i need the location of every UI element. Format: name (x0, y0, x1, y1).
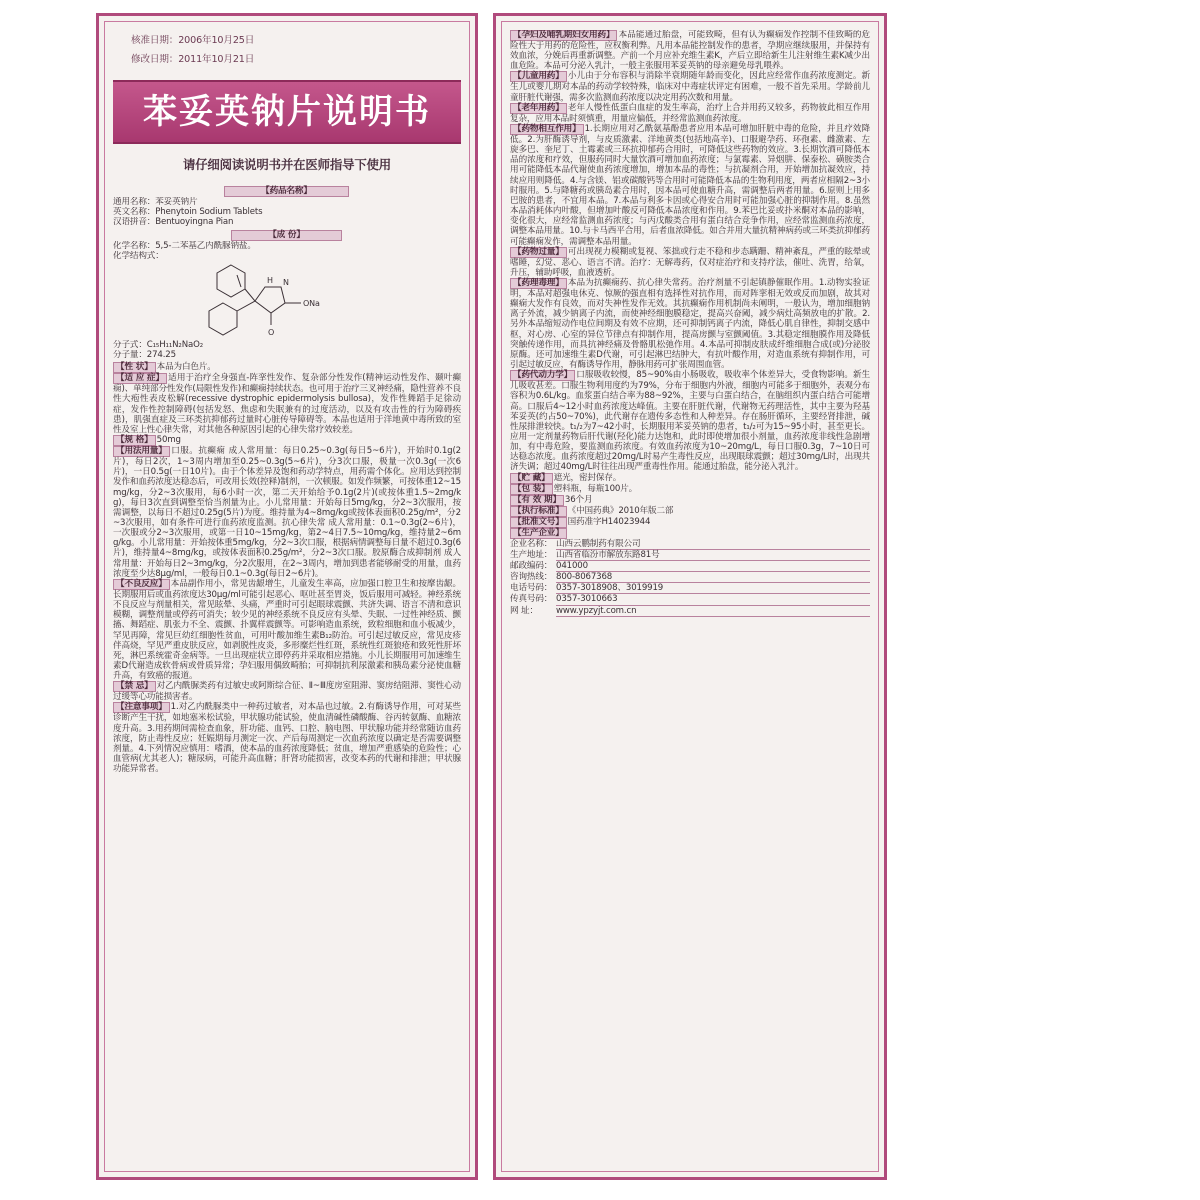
row-key: 邮政编码： (510, 560, 553, 571)
section-label: 【贮 藏】 (510, 473, 553, 484)
section-text: 50mg (156, 435, 181, 446)
row-key: 传真号码： (510, 594, 553, 605)
row-value: 山西云鹏制药有限公司 (556, 539, 870, 550)
section-text: 本品为抗癫痫药、抗心律失常药。治疗剂量不引起镇静催眠作用。1.动物实验证明，本品对超强电休克、惊厥的强直相有选择性对抗作用，而对阵挛相无效或反而加剧，故其对癫痫大发作有良效，而对失神性发作无效。其抗癫痫作用机制尚未阐明，一般认为，增加细胞钠离子外流，减少钠离子内流，而使神经细胞膜稳定，提高兴奋阈，减少病灶高频放电的扩散。2.另外本品缩短动作电位间期及有效不应期，还可抑制钙离子内流，降低心肌自律性，抑制交感中枢，对心房、心室的异位节律点有抑制作用，提高房颤与室颤阈值。3.其稳定细胞膜作用及降低突触传递作用，而具抗神经痛及骨骼肌松弛作用。4.本品可抑制皮肤成纤维细胞合成(或)分泌胶原酶。还可加速维生素D代谢，可引起淋巴结肿大，有抗叶酸作用，对造血系统有抑制作用，可引起过敏反应，有酶诱导作用，静脉用药可扩张周围血管。 (510, 277, 870, 371)
document-subtitle: 请仔细阅读说明书并在医师指导下使用 (182, 157, 392, 172)
row-key: 网 址： (510, 605, 538, 616)
manufacturer-row (510, 561, 870, 572)
section-appearance (113, 362, 461, 373)
section-text: 1.对乙内酰脲类中一种药过敏者，对本品也过敏。2.有酶诱导作用，可对某些诊断产生干扰，如地塞米松试验，甲状腺功能试验，使血清碱性磷酸酶、谷丙转氨酶、血糖浓度升高。3.用药期间需检查血象，肝功能、血钙、口腔、脑电图、甲状腺功能并经常随访血药浓度，防止毒性反应；妊娠期每月测定一次、产后每周测定一次血药浓度以确定是否需要调整剂量。4.下列情况应慎用：嗜酒，使本品的血药浓度降低；贫血，增加严重感染的危险性；心血管病(尤其老人)；糖尿病，可能升高血糖；肝肾功能损害，改变本药的代谢和排泄；甲状腺功能异常者。 (113, 702, 461, 775)
section-pharmacology (510, 278, 870, 370)
section-label: 【孕妇及哺乳期妇女用药】 (510, 30, 617, 41)
section-children (510, 71, 870, 102)
phenyl-ring-top (217, 265, 245, 297)
molecular-formula: 分子式：C₁₅H₁₁N₂NaO₂ (113, 339, 203, 350)
section-label: 【批准文号】 (510, 517, 567, 528)
struct-nh: H (267, 275, 273, 285)
chemical-structure (113, 263, 461, 338)
row-value: 800-8067368 (556, 572, 870, 583)
section-text: 本品为白色片。 (156, 362, 216, 373)
section-label: 【药代动力学】 (510, 370, 575, 381)
revision-date: 修改日期：2011年10月21日 (131, 54, 255, 65)
section-label: 【执行标准】 (510, 506, 567, 517)
section-label: 【禁 忌】 (113, 681, 156, 692)
section-label: 【生产企业】 (510, 528, 567, 539)
section-approval-number (510, 517, 870, 528)
manufacturer-row (510, 539, 870, 550)
section-label: 【药物相互作用】 (510, 124, 584, 135)
section-ingredients (113, 230, 461, 361)
row-key: 生产地址： (510, 549, 553, 560)
section-dosage (113, 446, 461, 579)
section-manufacturer (510, 528, 870, 617)
approval-date: 核准日期：2006年10月25日 (131, 35, 255, 46)
row-value: 041000 (556, 561, 870, 572)
row-key: 咨询热线： (510, 572, 553, 583)
section-text: 对乙内酰脲类药有过敏史或阿斯综合征、Ⅱ~Ⅲ度房室阻滞、窦房结阻滞、窦性心动过缓等心功能损害者。 (113, 681, 461, 703)
right-content (510, 30, 870, 1167)
section-storage (510, 473, 870, 484)
section-drug-name (113, 186, 461, 227)
section-label: 【药物过量】 (510, 247, 567, 258)
section-package (510, 484, 870, 495)
section-label: 【儿童用药】 (510, 71, 567, 82)
manufacturer-row (510, 583, 870, 594)
imidazole-ring (255, 287, 285, 313)
right-leaflet-panel (493, 13, 887, 1180)
struct-o: O (268, 327, 275, 337)
section-label: 【药理毒理】 (510, 278, 567, 289)
section-overdose (510, 247, 870, 278)
section-elderly (510, 103, 870, 124)
section-text: 小儿由于分布容积与消除半衰期随年龄而变化，因此应经常作血药浓度测定。新生儿或婴儿期对本品的药动学较特殊，临床对中毒症状评定有困难，一般不首先采用。学龄前儿童肝脏代谢强，需多次监测血药浓度以决定用药次数和用量。 (510, 71, 870, 103)
section-validity (510, 495, 870, 506)
document-title: 苯妥英钠片说明书 (143, 91, 431, 132)
section-text: 《中国药典》2010年版二部 (567, 505, 674, 516)
row-value: 0357-3010663 (556, 594, 870, 605)
struct-ona: ONa (303, 298, 320, 308)
section-label: 【包 装】 (510, 484, 553, 495)
section-text: 适用于治疗全身强直-阵挛性发作、复杂部分性发作(精神运动性发作、颞叶癫痫)、单纯部分性发作(局限性发作)和癫痫持续状态。也可用于治疗三叉神经痛，隐性营养不良性大疱性表皮松解(recessive dystrophic epidermolysis bullosa)，发作性舞蹈手足徐动症，发作性控制障碍(包括发怒、焦虑和失眠兼有的过度活动，以及有攻击性的行为障碍疾患)，肌强直症及三环类抗抑郁药过量时心脏传导障碍等。本品也适用于洋地黄中毒所致的室性及室上性心律失常，对其他各种原因引起的心律失常疗效较差。 (113, 373, 461, 435)
section-label: 【性 状】 (113, 362, 156, 373)
structure-caption: 化学结构式： (113, 250, 164, 261)
english-name: 英文名称：Phenytoin Sodium Tablets (113, 207, 263, 218)
structure-diagram (193, 263, 353, 338)
row-value: 山西省临汾市解放东路81号 (556, 550, 870, 561)
section-label: 【老年用药】 (510, 103, 567, 114)
molecular-weight: 分子量：274.25 (113, 350, 176, 361)
section-label: 【注意事项】 (113, 702, 170, 713)
manufacturer-row (510, 572, 870, 583)
row-value: 0357-3018908、3019919 (556, 583, 870, 594)
section-text: 遮光，密封保存。 (553, 472, 622, 483)
left-content (113, 30, 461, 1167)
left-leaflet-panel (96, 13, 478, 1180)
section-label: 【有 效 期】 (510, 495, 564, 506)
section-pharmacokinetics (510, 370, 870, 472)
section-spec (113, 435, 461, 446)
title-banner (113, 80, 461, 144)
section-label: 【规 格】 (113, 435, 156, 446)
row-key: 企业名称： (510, 538, 553, 549)
section-text: 国药准字H14023944 (567, 516, 651, 527)
manufacturer-row (510, 606, 870, 617)
section-pregnancy (510, 30, 870, 71)
section-label: 【用法用量】 (113, 446, 170, 457)
section-text: 口服。抗癫痫 成人常用量：每日0.25~0.3g(每日5~6片)，开始时0.1g(2片)，每日2次，1~3周内增加至0.25~0.3g(5~6片)，分3次口服，极量一次0.3g(一次6片)，一日0.5g(一日10片)。由于个体差异及饱和药动学特点，用药需个体化。应用达到控制发作和血药浓度达稳态后，可改用长效(控释)制剂，一次顿服。如发作频繁，可按体重12~15mg/kg，分2~3次服用，每6小时一次，第二天开始给予0.1g(2片)(或按体重1.5~2mg/kg)，每日3次直到调整至恰当剂量为止。小儿常用量：开始每日5mg/kg，分2~3次服用，按需调整，以每日不超过0.25g(5片)为度。维持量为4~8mg/kg或按体表面积0.25g/m²，分2~3次服用，如有条件可进行血药浓度监测。抗心律失常 成人常用量：0.1~0.3g(2~6片)，一次服或分2~3次服用，或第一日10~15mg/kg，第2~4日7.5~10mg/kg，维持量2~6mg/kg。小儿常用量：开始按体重5mg/kg，分2~3次口服，根据病情调整每日量不超过0.3g(6片)，维持量4~8mg/kg，或按体表面积0.25g/m²，分2~3次口服。胶原酶合成抑制剂 成人常用量：开始每日2~3mg/kg，分2次服用，在2~3周内，增加到患者能够耐受的用量，血药浓度至少达8μg/ml，一般每日0.1~0.3g(每日2~6片)。 (113, 446, 461, 579)
section-precautions (113, 702, 461, 774)
section-text: 本品能通过胎盘，可能致畸，但有认为癫痫发作控制不佳致畸的危险性大于用药的危险性，应权衡利弊。凡用本品能控制发作的患者，孕期应继续服用，并保持有效血浓，分娩后再重新调整。产前一个月应补充维生素K，产后立即给新生儿注射维生素K减少出血危险。本品可分泌入乳汁，一般主张服用苯妥英钠的母亲避免母乳喂养。 (510, 30, 870, 72)
generic-name: 通用名称：苯妥英钠片 (113, 197, 198, 208)
section-indications (113, 373, 461, 435)
section-standard (510, 506, 870, 517)
section-text: 1.长期应用对乙酰氨基酚患者应用本品可增加肝脏中毒的危险，并且疗效降低。2.为肝酶诱导剂，与皮质激素、洋地黄类(包括地高辛)、口服避孕药、环孢素、雌激素、左旋多巴、奎尼丁、土霉素或三环抗抑郁药合用时，可降低这些药物的效应。3.长期饮酒可降低本品的浓度和疗效，但服药同时大量饮酒可增加血药浓度；与氯霉素、异烟肼、保泰松、磺胺类合用可能降低本品代谢使血药浓度增加，增加本品的毒性；与抗凝剂合用，开始增加抗凝效应，持续应用则降低。4.与含镁、铝或碳酸钙等合用时可能降低本品的生物利用度，两者应相隔2~3小时服用。5.与降糖药或胰岛素合用时，因本品可使血糖升高，需调整后两者用量。6.原则上用多巴胺的患者，不宜用本品。7.本品与利多卡因或心得安合用时可能加强心脏的抑制作用。8.虽然本品消耗体内叶酸，但增加叶酸反可降低本品浓度和作用。9.苯巴比妥或扑米酮对本品的影响，变化很大，应经常监测血药浓度；与丙戊酸类合用有蛋白结合竞争作用，应经常监测血药浓度，调整本品用量。10.与卡马西平合用，后者血浓降低。如合并用大量抗精神病药或三环类抗抑郁药可能癫痫发作，需调整本品用量。 (510, 123, 870, 247)
section-text: 本品副作用小，常见齿龈增生，儿童发生率高，应加强口腔卫生和按摩齿龈。长期服用后或血药浓度达30μg/ml可能引起恶心、呕吐甚至胃炎，饭后服用可减轻。神经系统不良反应与剂量相关，常见眩晕、头痛，严重时可引起眼球震颤、共济失调、语言不清和意识模糊，调整剂量或停药可消失；较少见的神经系统不良反应有头晕、失眠、一过性神经质、颤搐、舞蹈症、肌张力不全、震颤、扑翼样震颤等。可影响造血系统，致粒细胞和血小板减少，罕见再障，常见巨幼红细胞性贫血，可用叶酸加维生素B₁₂防治。可引起过敏反应，常见皮疹伴高烧，罕见严重皮肤反应，如剥脱性皮炎，多形糜烂性红斑，系统性红斑狼疮和致死性肝坏死，淋巴系统霍奇金病等。一旦出现症状立即停药并采取相应措施。小儿长期服用可加速维生素D代谢造成软骨病或骨质异常；孕妇服用偶致畸胎；可抑制抗利尿激素和胰岛素分泌使血糖升高，有致癌的报道。 (113, 578, 461, 682)
section-label: 【适 应 症】 (113, 373, 167, 384)
section-label: 【不良反应】 (113, 579, 170, 590)
section-adverse-reactions (113, 579, 461, 681)
section-text: 老年人慢性低蛋白血症的发生率高，治疗上合并用药又较多，药物彼此相互作用复杂，应用本品时须慎重，用量应偏低，并经常监测血药浓度。 (510, 102, 870, 124)
struct-n: N (283, 277, 289, 287)
manufacturer-row (510, 594, 870, 605)
section-text: 塑料瓶，每瓶100片。 (553, 483, 638, 494)
row-key: 电话号码： (510, 583, 553, 594)
row-value: www.ypzyjt.com.cn (556, 606, 870, 617)
section-label: 【药品名称】 (224, 186, 349, 197)
section-text: 36个月 (564, 494, 593, 505)
section-label: 【成 份】 (231, 230, 342, 241)
section-contraindications (113, 681, 461, 702)
phenyl-ring-bottom (209, 303, 237, 335)
manufacturer-row (510, 550, 870, 561)
section-interactions (510, 124, 870, 247)
section-text: 可出现视力模糊或复视、笨拙或行走不稳和步态蹒跚、精神紊乱，严重的眩晕或嗜睡，幻觉、恶心、语言不清。治疗：无解毒药，仅对症治疗和支持疗法，催吐、洗胃，给氧，升压，辅助呼吸，血液透析。 (510, 246, 870, 278)
pinyin-name: 汉语拼音：Bentuoyingna Pian (113, 217, 234, 228)
section-text: 口服吸收较慢，85~90%由小肠吸收，吸收率个体差异大，受食物影响。新生儿吸收甚差。口服生物利用度约为79%，分布于细胞内外液，细胞内可能多于细胞外，表观分布容积为0.6L/kg。血浆蛋白结合率为88~92%，主要与白蛋白结合，在脑组织内蛋白结合可能增高。口服后4~12小时血药浓度达峰值。主要在肝脏代谢，代谢物无药理活性，其中主要为羟基苯妥英(约占50~70%)，此代谢存在遗传多态性和人种差异。存在肠肝循环，主要经肾排泄，碱性尿排泄较快。t₁/₂为7~42小时，长期服用苯妥英钠的患者，t₁/₂可为15~95小时，甚至更长。应用一定剂量药物后肝代谢(羟化)能力达饱和，此时即使增加很小剂量，血药浓度非线性急剧增加，有中毒危险，要监测血药浓度。有效血药浓度为10~20mg/L，每日口服0.3g，7~10日可达稳态浓度。血药浓度超过20mg/L时易产生毒性反应，出现眼球震颤；超过30mg/L时，出现共济失调；超过40mg/L时往往出现严重毒性作用。能通过胎盘，能分泌入乳汁。 (510, 370, 870, 473)
chemical-name: 化学名称：5,5-二苯基乙内酰脲钠盐。 (113, 240, 256, 251)
